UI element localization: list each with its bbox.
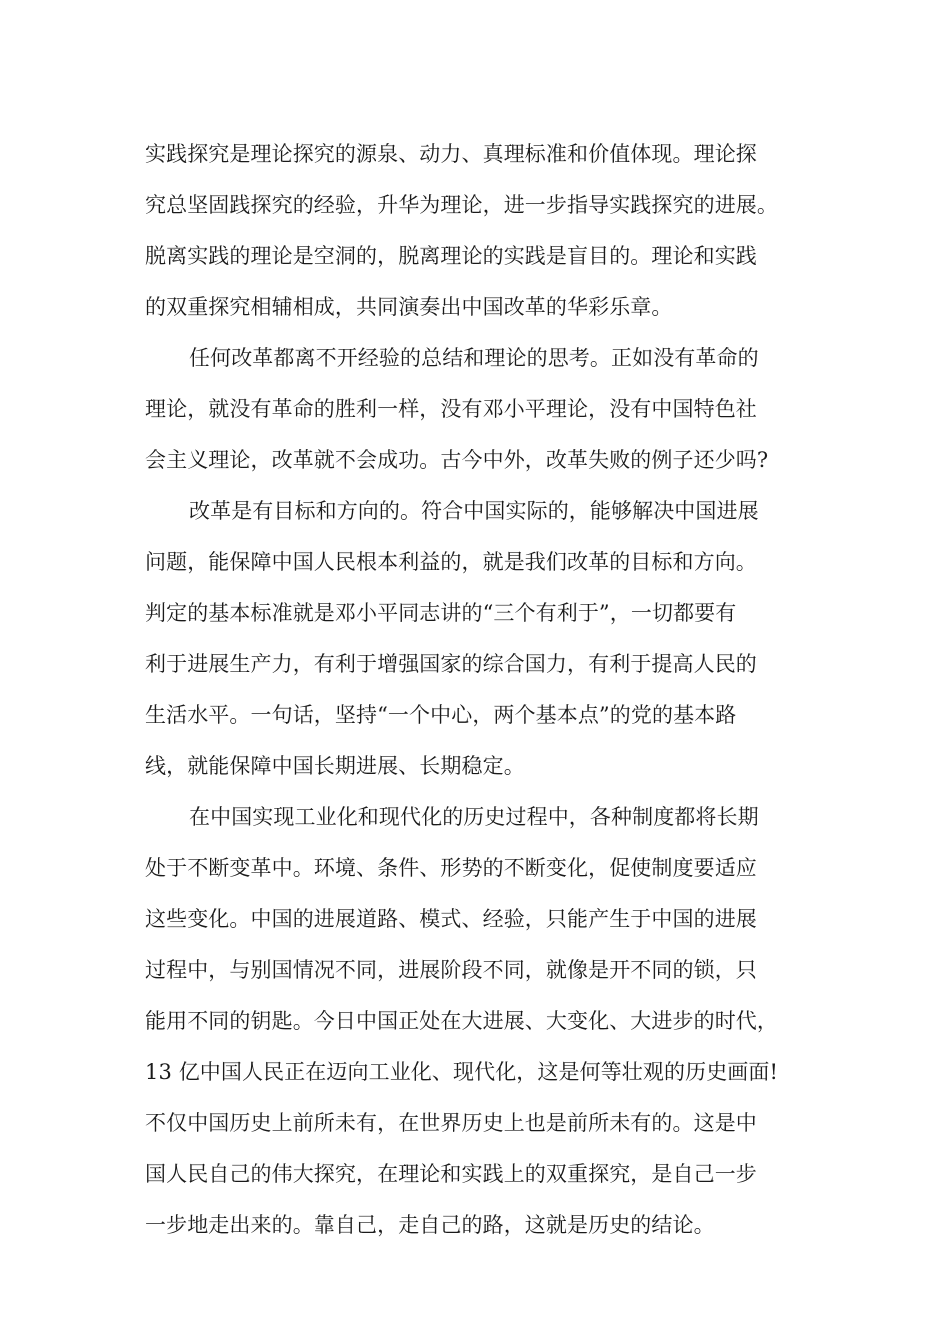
text-line: 这些变化。中国的进展道路、模式、经验，只能产生于中国的进展 bbox=[145, 907, 757, 931]
text-line: 脱离实践的理论是空洞的，脱离理论的实践是盲目的。理论和实践 bbox=[145, 244, 757, 268]
paragraph-1 bbox=[145, 129, 820, 333]
text-line: 的双重探究相辅相成，共同演奏出中国改革的华彩乐章。 bbox=[145, 295, 673, 319]
text-line: 能用不同的钥匙。今日中国正处在大进展、大变化、大进步的时代， bbox=[145, 1009, 778, 1033]
text-line: 会主义理论，改革就不会成功。古今中外，改革失败的例子还少吗? bbox=[145, 448, 769, 472]
paragraph-3 bbox=[145, 486, 820, 792]
text-line: 利于进展生产力，有利于增强国家的综合国力，有利于提高人民的 bbox=[145, 652, 757, 676]
paragraph-4 bbox=[145, 792, 820, 1251]
paragraph-2 bbox=[145, 333, 820, 486]
text-line: 任何改革都离不开经验的总结和理论的思考。正如没有革命的 bbox=[189, 346, 759, 370]
text-line: 处于不断变革中。环境、条件、形势的不断变化，促使制度要适应 bbox=[145, 856, 757, 880]
text-line: 实践探究是理论探究的源泉、动力、真理标准和价值体现。理论探 bbox=[145, 142, 757, 166]
text-line: 问题，能保障中国人民根本利益的，就是我们改革的目标和方向。 bbox=[145, 550, 757, 574]
text-line: 理论，就没有革命的胜利一样，没有邓小平理论，没有中国特色社 bbox=[145, 397, 757, 421]
text-line: 改革是有目标和方向的。符合中国实际的，能够解决中国进展 bbox=[189, 499, 759, 523]
text-line: 线，就能保障中国长期进展、长期稳定。 bbox=[145, 754, 525, 778]
text-line: 在中国实现工业化和现代化的历史过程中，各种制度都将长期 bbox=[189, 805, 759, 829]
text-line: 国人民自己的伟大探究，在理论和实践上的双重探究，是自己一步 bbox=[145, 1162, 757, 1186]
document-body bbox=[145, 129, 820, 1251]
text-line: 过程中，与别国情况不同，进展阶段不同，就像是开不同的锁，只 bbox=[145, 958, 757, 982]
text-line: 一步地走出来的。靠自己，走自己的路，这就是历史的结论。 bbox=[145, 1213, 715, 1237]
text-line: 不仅中国历史上前所未有，在世界历史上也是前所未有的。这是中 bbox=[145, 1111, 757, 1135]
text-line: 判定的基本标准就是邓小平同志讲的“三个有利于”，一切都要有 bbox=[145, 601, 737, 625]
text-line: 生活水平。一句话，坚持“一个中心，两个基本点”的党的基本路 bbox=[145, 703, 737, 727]
text-line: 究总坚固践探究的经验，升华为理论，进一步指导实践探究的进展。 bbox=[145, 193, 778, 217]
text-line: 13 亿中国人民正在迈向工业化、现代化，这是何等壮观的历史画面! bbox=[145, 1060, 779, 1084]
